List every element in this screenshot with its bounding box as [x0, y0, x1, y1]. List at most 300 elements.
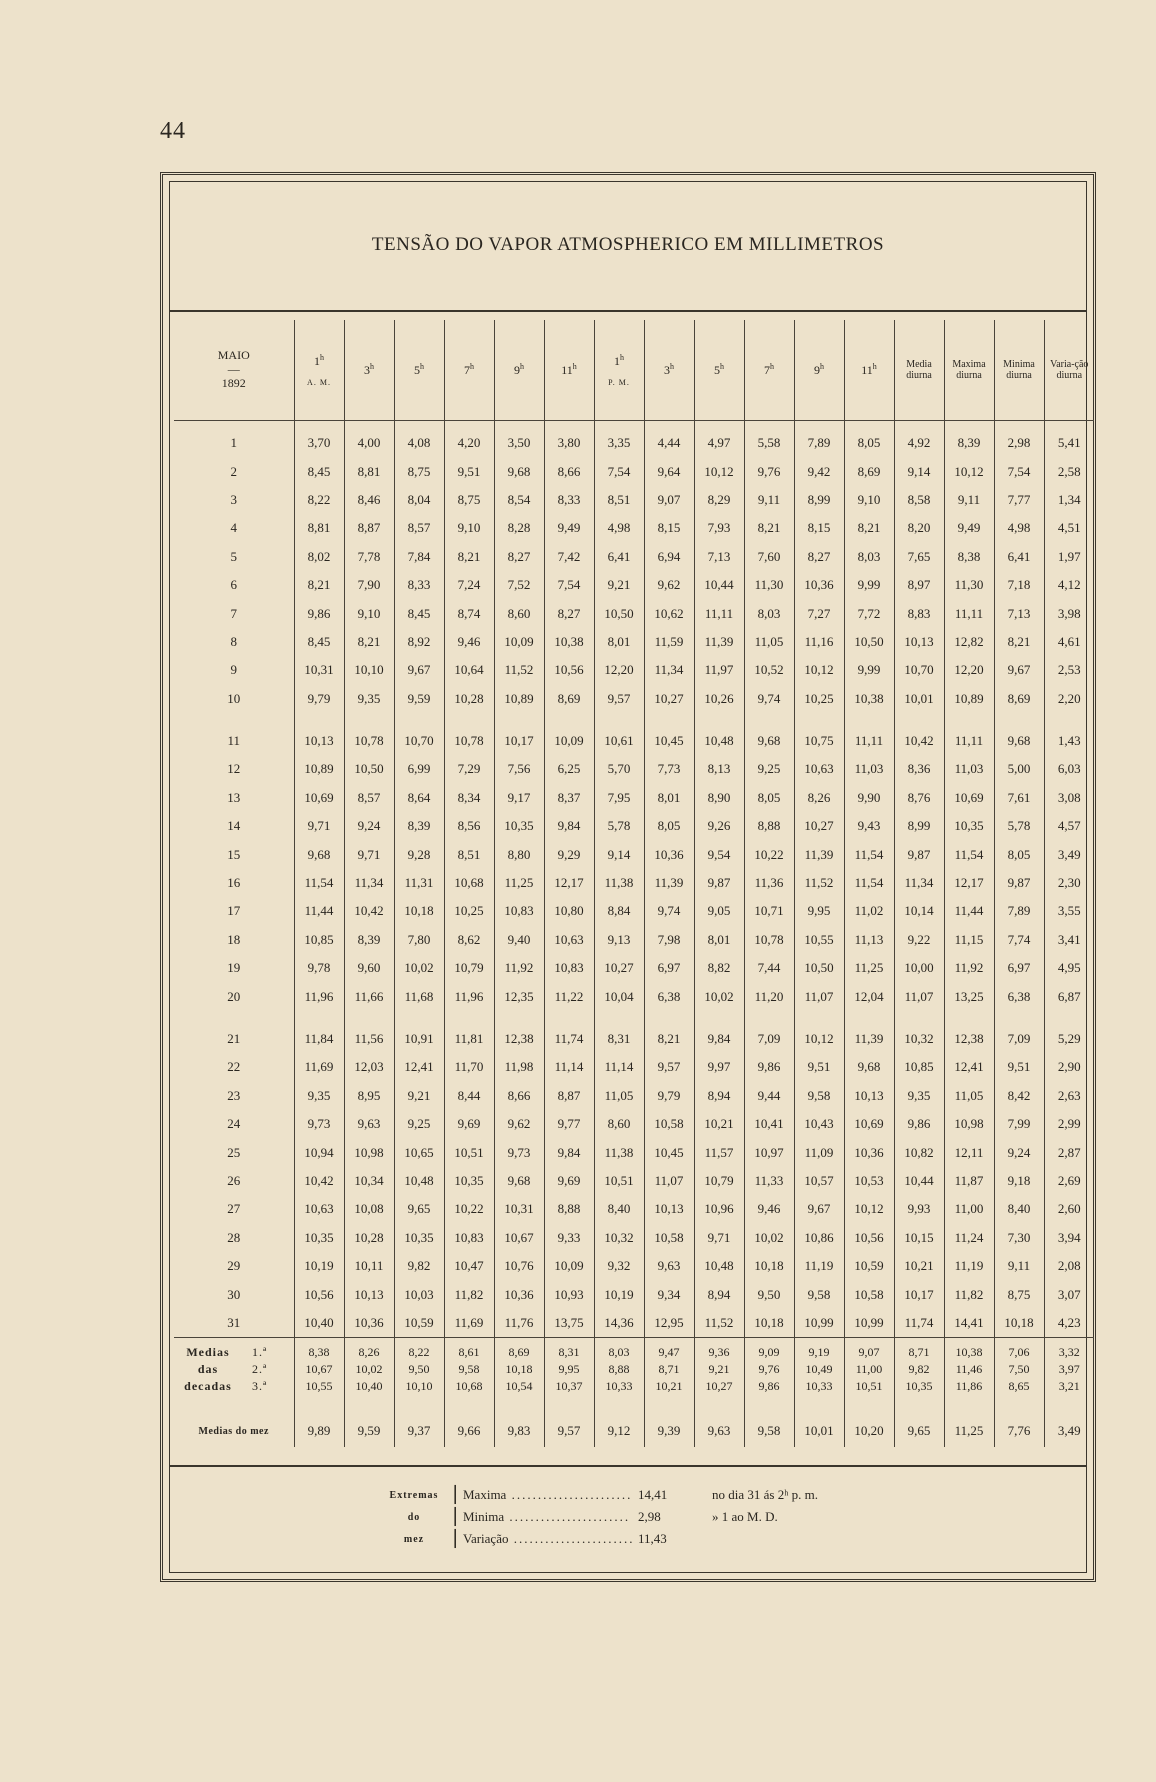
value-cell: 6,97	[644, 954, 694, 982]
value-cell: 6,87	[1044, 982, 1094, 1010]
extreme-note: no dia 31 ás 2ʰ p. m.	[712, 1487, 818, 1502]
value-cell: 9,58	[794, 1082, 844, 1110]
value-cell: 12,04	[844, 982, 894, 1010]
value-cell: 11,05	[744, 628, 794, 656]
value-cell: 11,15	[944, 926, 994, 954]
spacer-cell	[594, 1011, 644, 1025]
value-cell: 11,16	[794, 628, 844, 656]
value-cell: 9,68	[494, 1167, 544, 1195]
month-mean-cell: 9,58	[744, 1395, 794, 1447]
value-cell: 7,54	[544, 571, 594, 599]
extreme-name	[463, 1509, 638, 1525]
decade-label: Medias	[186, 1345, 230, 1360]
value-cell: 11,39	[644, 869, 694, 897]
value-cell: 4,95	[1044, 954, 1094, 982]
value-cell: 10,21	[694, 1110, 744, 1138]
hour-header	[794, 320, 844, 421]
value-cell: 10,18	[994, 1309, 1044, 1338]
decade-value-cell: 8,61	[444, 1338, 494, 1362]
value-cell: 11,74	[544, 1025, 594, 1053]
hour-suffix: h	[670, 362, 674, 372]
value-cell: 9,14	[594, 840, 644, 868]
value-cell: 7,42	[544, 543, 594, 571]
value-cell: 11,52	[694, 1309, 744, 1338]
value-cell: 11,39	[844, 1025, 894, 1053]
table-frame	[160, 172, 1096, 1582]
value-cell: 9,43	[844, 812, 894, 840]
value-cell: 10,70	[394, 727, 444, 755]
spacer-cell	[294, 713, 344, 727]
table-title: TENSÃO DO VAPOR ATMOSPHERICO EM MILLIMETROS	[371, 234, 885, 255]
value-cell: 4,23	[1044, 1309, 1094, 1338]
extreme-value: 11,43	[638, 1531, 667, 1546]
value-cell: 7,54	[594, 457, 644, 485]
extreme-name-text: Minima	[463, 1509, 505, 1524]
value-cell: 8,87	[344, 514, 394, 542]
decade-value-cell: 9,95	[544, 1361, 594, 1378]
spacer-cell	[994, 1011, 1044, 1025]
value-cell: 10,55	[794, 926, 844, 954]
value-cell: 10,82	[894, 1138, 944, 1166]
value-cell: 3,70	[294, 421, 344, 458]
decade-value-cell: 10,33	[594, 1378, 644, 1395]
table-row	[174, 840, 1094, 868]
vapor-table	[174, 320, 1094, 1447]
value-cell: 9,63	[644, 1252, 694, 1280]
month-year-header	[174, 320, 294, 421]
value-cell: 9,60	[344, 954, 394, 982]
value-cell: 9,58	[794, 1280, 844, 1308]
value-cell: 11,52	[794, 869, 844, 897]
value-cell: 11,07	[644, 1167, 694, 1195]
value-cell: 10,59	[844, 1252, 894, 1280]
value-cell: 9,11	[944, 486, 994, 514]
hour-header	[844, 320, 894, 421]
value-cell: 10,50	[794, 954, 844, 982]
value-cell: 11,07	[894, 982, 944, 1010]
value-cell: 10,38	[844, 685, 894, 713]
extreme-name-text: Variação	[463, 1531, 509, 1546]
value-cell: 10,34	[344, 1167, 394, 1195]
extreme-name	[463, 1531, 638, 1547]
day-cell: 10	[227, 690, 241, 706]
value-cell: 10,58	[644, 1110, 694, 1138]
value-cell: 9,84	[544, 1138, 594, 1166]
value-cell: 11,96	[444, 982, 494, 1010]
value-cell: 10,50	[344, 755, 394, 783]
value-cell: 7,89	[994, 897, 1044, 925]
decade-value-cell: 10,10	[394, 1378, 444, 1395]
value-cell: 9,17	[494, 784, 544, 812]
value-cell: 6,38	[994, 982, 1044, 1010]
value-cell: 9,62	[494, 1110, 544, 1138]
value-cell: 8,29	[694, 486, 744, 514]
value-cell: 7,44	[744, 954, 794, 982]
hour-label	[697, 362, 742, 378]
value-cell: 7,80	[394, 926, 444, 954]
value-cell: 10,52	[744, 656, 794, 684]
value-cell: 4,92	[894, 421, 944, 458]
value-cell: 11,98	[494, 1053, 544, 1081]
value-cell: 10,62	[644, 599, 694, 627]
month-label: MAIO	[217, 348, 250, 363]
value-cell: 8,42	[994, 1082, 1044, 1110]
value-cell: 9,74	[744, 685, 794, 713]
value-cell: 8,28	[494, 514, 544, 542]
value-cell: 9,59	[394, 685, 444, 713]
value-cell: 10,35	[294, 1224, 344, 1252]
table-row	[174, 982, 1094, 1010]
value-cell: 8,51	[594, 486, 644, 514]
value-cell: 2,20	[1044, 685, 1094, 713]
day-cell: 25	[227, 1144, 241, 1160]
spacer-cell	[1044, 713, 1094, 727]
value-cell: 10,42	[294, 1167, 344, 1195]
value-cell: 13,75	[544, 1309, 594, 1338]
spacer-cell	[174, 1011, 294, 1025]
value-cell: 8,39	[394, 812, 444, 840]
value-cell: 8,75	[994, 1280, 1044, 1308]
value-cell: 10,51	[594, 1167, 644, 1195]
value-cell: 10,44	[894, 1167, 944, 1195]
value-cell: 8,21	[294, 571, 344, 599]
hour-number: 11	[861, 363, 873, 378]
value-cell: 7,09	[744, 1025, 794, 1053]
spacer-cell	[294, 1011, 344, 1025]
value-cell: 9,10	[844, 486, 894, 514]
value-cell: 10,28	[444, 685, 494, 713]
stat-header: Varia-ção diurna	[1044, 320, 1094, 421]
value-cell: 9,67	[794, 1195, 844, 1223]
value-cell: 11,70	[444, 1053, 494, 1081]
value-cell: 10,58	[844, 1280, 894, 1308]
spacer-cell	[174, 713, 294, 727]
decade-value-cell: 9,86	[744, 1378, 794, 1395]
value-cell: 8,80	[494, 840, 544, 868]
spacer-cell	[494, 713, 544, 727]
value-cell: 10,12	[944, 457, 994, 485]
day-cell: 9	[230, 662, 237, 678]
decade-value-cell: 9,36	[694, 1338, 744, 1362]
value-cell: 10,56	[294, 1280, 344, 1308]
value-cell: 3,08	[1044, 784, 1094, 812]
value-cell: 9,57	[594, 685, 644, 713]
hour-number: 5	[414, 363, 420, 378]
value-cell: 8,04	[394, 486, 444, 514]
value-cell: 10,83	[444, 1224, 494, 1252]
decade-value-cell: 8,38	[294, 1338, 344, 1362]
value-cell: 9,82	[394, 1252, 444, 1280]
table-row	[174, 685, 1094, 713]
value-cell: 11,44	[944, 897, 994, 925]
value-cell: 9,87	[694, 869, 744, 897]
value-cell: 10,89	[294, 755, 344, 783]
value-cell: 10,12	[844, 1195, 894, 1223]
day-cell: 30	[227, 1286, 241, 1302]
value-cell: 10,58	[644, 1224, 694, 1252]
value-cell: 11,87	[944, 1167, 994, 1195]
hour-label	[797, 362, 842, 378]
month-mean-cell: 10,01	[794, 1395, 844, 1447]
value-cell: 8,03	[744, 599, 794, 627]
value-cell: 10,09	[494, 628, 544, 656]
spacer-cell	[544, 713, 594, 727]
stat-header: Maxima diurna	[944, 320, 994, 421]
value-cell: 10,68	[444, 869, 494, 897]
value-cell: 10,35	[444, 1167, 494, 1195]
decade-value-cell: 8,71	[894, 1338, 944, 1362]
value-cell: 9,86	[744, 1053, 794, 1081]
value-cell: 9,51	[444, 457, 494, 485]
extreme-row	[375, 1528, 818, 1550]
value-cell: 11,07	[794, 982, 844, 1010]
value-cell: 11,31	[394, 869, 444, 897]
value-cell: 7,98	[644, 926, 694, 954]
spacer-cell	[644, 1011, 694, 1025]
value-cell: 11,00	[944, 1195, 994, 1223]
value-cell: 7,56	[494, 755, 544, 783]
extremes-label: Extremas	[389, 1489, 439, 1501]
value-cell: 10,12	[694, 457, 744, 485]
hour-label	[347, 362, 392, 378]
value-cell: 11,81	[444, 1025, 494, 1053]
value-cell: 8,33	[394, 571, 444, 599]
value-cell: 10,10	[344, 656, 394, 684]
spacer-cell	[1044, 1011, 1094, 1025]
hour-header	[644, 320, 694, 421]
value-cell: 5,78	[594, 812, 644, 840]
value-cell: 11,34	[894, 869, 944, 897]
value-cell: 3,35	[594, 421, 644, 458]
value-cell: 8,75	[444, 486, 494, 514]
value-cell: 8,56	[444, 812, 494, 840]
value-cell: 11,59	[644, 628, 694, 656]
leader-dots: .......................	[506, 1487, 633, 1502]
value-cell: 10,22	[444, 1195, 494, 1223]
value-cell: 11,25	[844, 954, 894, 982]
decade-value-cell: 8,71	[644, 1361, 694, 1378]
decade-label: decadas	[184, 1379, 232, 1394]
value-cell: 9,68	[494, 457, 544, 485]
decade-value-cell: 9,82	[894, 1361, 944, 1378]
value-cell: 9,25	[744, 755, 794, 783]
value-cell: 10,65	[394, 1138, 444, 1166]
value-cell: 10,97	[744, 1138, 794, 1166]
decade-value-cell: 10,55	[294, 1378, 344, 1395]
value-cell: 8,88	[744, 812, 794, 840]
value-cell: 11,38	[594, 869, 644, 897]
value-cell: 11,92	[494, 954, 544, 982]
value-cell: 11,76	[494, 1309, 544, 1338]
value-cell: 4,08	[394, 421, 444, 458]
value-cell: 10,85	[294, 926, 344, 954]
value-cell: 1,97	[1044, 543, 1094, 571]
value-cell: 8,66	[544, 457, 594, 485]
value-cell: 10,86	[794, 1224, 844, 1252]
value-cell: 10,02	[694, 982, 744, 1010]
decade-value-cell: 8,88	[594, 1361, 644, 1378]
decade-value-cell: 11,46	[944, 1361, 994, 1378]
value-cell: 9,65	[394, 1195, 444, 1223]
value-cell: 10,36	[844, 1138, 894, 1166]
value-cell: 8,36	[894, 755, 944, 783]
day-cell: 13	[227, 789, 241, 805]
value-cell: 4,98	[994, 514, 1044, 542]
value-cell: 10,42	[894, 727, 944, 755]
hour-header	[344, 320, 394, 421]
hour-number: 3	[664, 363, 670, 378]
value-cell: 7,13	[994, 599, 1044, 627]
day-cell: 14	[227, 818, 241, 834]
spacer-cell	[494, 1011, 544, 1025]
value-cell: 10,79	[444, 954, 494, 982]
value-cell: 10,63	[794, 755, 844, 783]
value-cell: 9,51	[994, 1053, 1044, 1081]
value-cell: 8,26	[794, 784, 844, 812]
title-divider	[170, 310, 1086, 312]
value-cell: 11,14	[544, 1053, 594, 1081]
value-cell: 3,98	[1044, 599, 1094, 627]
value-cell: 8,01	[694, 926, 744, 954]
day-cell: 21	[227, 1031, 241, 1046]
table-row	[174, 812, 1094, 840]
value-cell: 9,64	[644, 457, 694, 485]
value-cell: 12,03	[344, 1053, 394, 1081]
value-cell: 9,93	[894, 1195, 944, 1223]
value-cell: 10,76	[494, 1252, 544, 1280]
value-cell: 10,64	[444, 656, 494, 684]
month-mean-cell: 9,89	[294, 1395, 344, 1447]
value-cell: 10,12	[794, 1025, 844, 1053]
spacer-cell	[694, 1011, 744, 1025]
value-cell: 9,10	[444, 514, 494, 542]
value-cell: 8,81	[344, 457, 394, 485]
value-cell: 11,11	[944, 727, 994, 755]
value-cell: 9,71	[294, 812, 344, 840]
decade-value-cell: 10,33	[794, 1378, 844, 1395]
value-cell: 9,26	[694, 812, 744, 840]
value-cell: 9,84	[544, 812, 594, 840]
extreme-value: 2,98	[638, 1509, 661, 1524]
value-cell: 10,50	[844, 628, 894, 656]
value-cell: 8,13	[694, 755, 744, 783]
value-cell: 9,74	[644, 897, 694, 925]
value-cell: 9,35	[344, 685, 394, 713]
value-cell: 8,21	[994, 628, 1044, 656]
decade-row	[174, 1338, 1094, 1362]
table-row	[174, 954, 1094, 982]
stat-header: Media diurna	[894, 320, 944, 421]
decade-value-cell: 10,68	[444, 1378, 494, 1395]
value-cell: 7,09	[994, 1025, 1044, 1053]
value-cell: 10,01	[894, 685, 944, 713]
value-cell: 10,69	[844, 1110, 894, 1138]
value-cell: 9,21	[594, 571, 644, 599]
extreme-row	[375, 1506, 818, 1528]
value-cell: 12,11	[944, 1138, 994, 1166]
value-cell: 10,02	[744, 1224, 794, 1252]
day-cell: 6	[230, 577, 237, 593]
decade-value-cell: 3,32	[1044, 1338, 1094, 1362]
day-cell: 29	[227, 1258, 241, 1274]
value-cell: 3,07	[1044, 1280, 1094, 1308]
value-cell: 10,32	[894, 1025, 944, 1053]
value-cell: 10,78	[344, 727, 394, 755]
value-cell: 9,24	[994, 1138, 1044, 1166]
hour-suffix: h	[770, 362, 774, 372]
value-cell: 8,99	[794, 486, 844, 514]
table-row	[174, 1195, 1094, 1223]
value-cell: 8,51	[444, 840, 494, 868]
value-cell: 8,88	[544, 1195, 594, 1223]
value-cell: 2,63	[1044, 1082, 1094, 1110]
value-cell: 9,35	[294, 1082, 344, 1110]
value-cell: 10,63	[294, 1195, 344, 1223]
value-cell: 12,17	[944, 869, 994, 897]
value-cell: 10,61	[594, 727, 644, 755]
value-cell: 9,28	[394, 840, 444, 868]
value-cell: 6,99	[394, 755, 444, 783]
table-row	[174, 869, 1094, 897]
value-cell: 8,94	[694, 1280, 744, 1308]
hour-number: 1	[314, 353, 320, 368]
value-cell: 2,30	[1044, 869, 1094, 897]
value-cell: 9,34	[644, 1280, 694, 1308]
value-cell: 9,25	[394, 1110, 444, 1138]
value-cell: 12,95	[644, 1309, 694, 1338]
value-cell: 10,50	[594, 599, 644, 627]
month-mean-cell: 9,12	[594, 1395, 644, 1447]
value-cell: 10,53	[844, 1167, 894, 1195]
decade-label-cell	[174, 1361, 294, 1378]
decade-value-cell: 11,00	[844, 1361, 894, 1378]
value-cell: 11,13	[844, 926, 894, 954]
value-cell: 8,82	[694, 954, 744, 982]
value-cell: 9,63	[344, 1110, 394, 1138]
value-cell: 11,30	[744, 571, 794, 599]
value-cell: 11,92	[944, 954, 994, 982]
value-cell: 8,39	[944, 421, 994, 458]
decade-value-cell: 10,67	[294, 1361, 344, 1378]
value-cell: 10,19	[294, 1252, 344, 1280]
value-cell: 2,90	[1044, 1053, 1094, 1081]
value-cell: 5,78	[994, 812, 1044, 840]
decade-value-cell: 10,54	[494, 1378, 544, 1395]
hour-label	[497, 362, 542, 378]
value-cell: 10,94	[294, 1138, 344, 1166]
value-cell: 10,12	[794, 656, 844, 684]
value-cell: 8,44	[444, 1082, 494, 1110]
hour-number: 11	[561, 363, 573, 378]
value-cell: 11,54	[944, 840, 994, 868]
value-cell: 8,94	[694, 1082, 744, 1110]
value-cell: 8,95	[344, 1082, 394, 1110]
value-cell: 10,03	[394, 1280, 444, 1308]
hour-suffix: h	[872, 362, 877, 372]
value-cell: 8,90	[694, 784, 744, 812]
bottom-divider	[170, 1465, 1086, 1467]
value-cell: 9,84	[694, 1025, 744, 1053]
spacer-cell	[344, 713, 394, 727]
value-cell: 8,05	[744, 784, 794, 812]
spacer-row	[174, 713, 1094, 727]
value-cell: 10,17	[894, 1280, 944, 1308]
value-cell: 9,46	[744, 1195, 794, 1223]
value-cell: 9,18	[994, 1167, 1044, 1195]
extreme-name-text: Maxima	[463, 1487, 507, 1502]
value-cell: 8,76	[894, 784, 944, 812]
hour-header	[494, 320, 544, 421]
